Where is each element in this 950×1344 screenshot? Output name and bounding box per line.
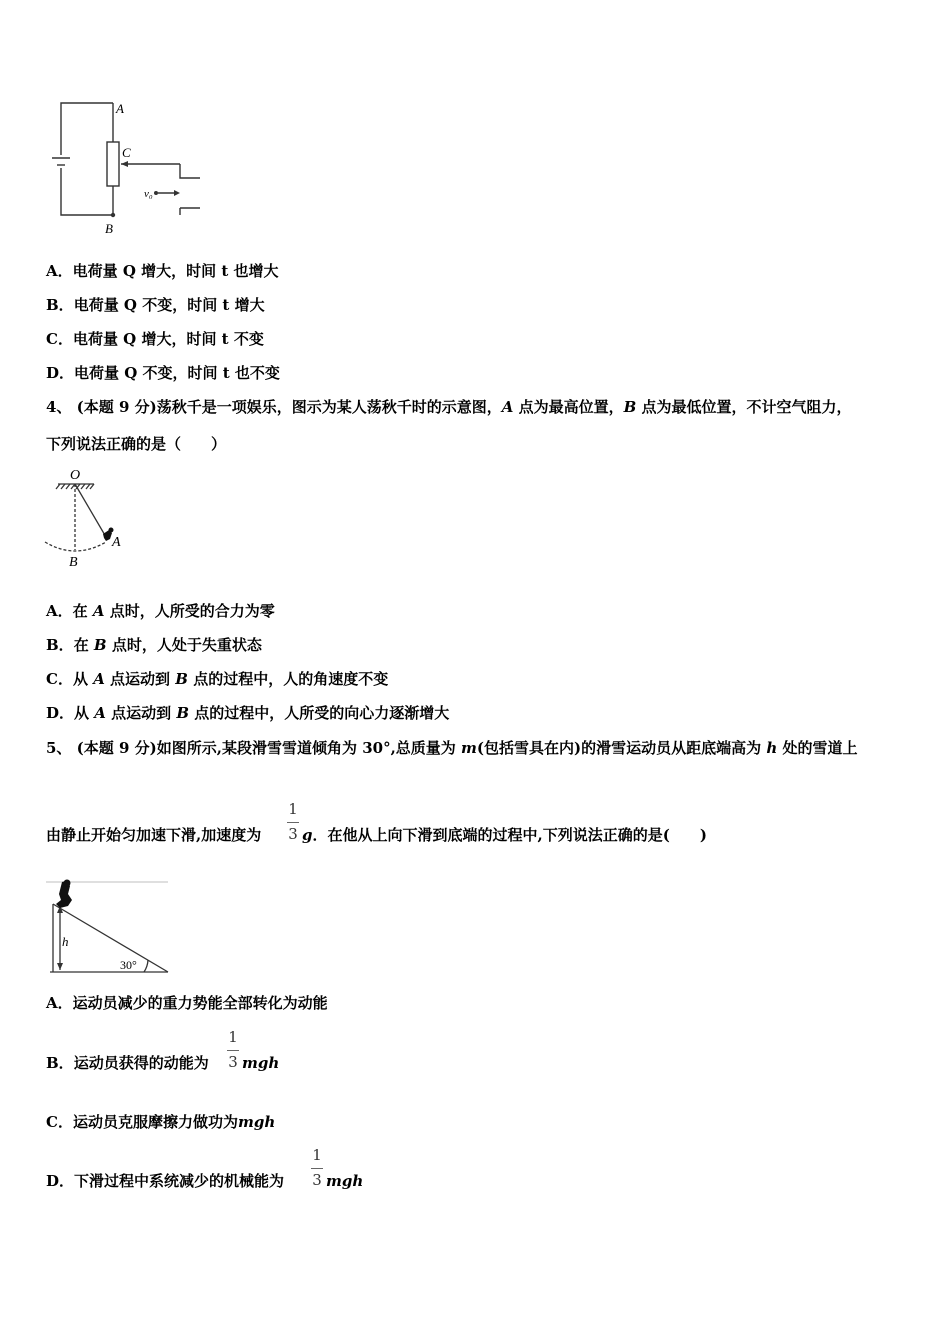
q4-stem-line2: 下列说法正确的是（ ）: [46, 435, 227, 453]
q4-option-d: D．从 A 点运动到 B 点的过程中，人所受的向心力逐渐增大: [46, 704, 450, 722]
label-o: O: [70, 468, 81, 483]
q5-frac-num: 1: [288, 800, 298, 818]
q5-option-a: A．运动员减少的重力势能全部转化为动能: [46, 994, 328, 1012]
q3-option-d: D．电荷量 Q 不变，时间 t 也不变: [46, 364, 280, 382]
label-c: C: [122, 145, 131, 160]
circuit-figure: [40, 95, 215, 240]
q5-option-b: B．运动员获得的动能为: [46, 1054, 209, 1072]
q5-frac-den: 3: [288, 825, 298, 843]
q3-option-b: B．电荷量 Q 不变，时间 t 增大: [46, 296, 265, 314]
label-v0: v₀: [144, 188, 153, 200]
q4-option-b: B．在 B 点时，人处于失重状态: [46, 636, 262, 654]
q5-option-b-num: 1: [228, 1028, 238, 1046]
q3-option-a: A．电荷量 Q 增大，时间 t 也增大: [46, 262, 279, 280]
q5-stem-line1: 5、 (本题 9 分)如图所示,某段滑雪雪道倾角为 30°,总质量为 m(包括雪具在内)的滑雪运动员从距底端高为 h 处的雪道上: [46, 739, 858, 757]
q5-stem-line2-post: g．在他从上向下滑到底端的过程中,下列说法正确的是( ): [302, 826, 707, 844]
q5-option-d-num: 1: [312, 1146, 322, 1164]
q5-stem-line2-pre: 由静止开始匀加速下滑,加速度为: [46, 826, 262, 844]
q5-option-d-den: 3: [312, 1171, 322, 1189]
q3-option-c: C．电荷量 Q 增大，时间 t 不变: [46, 330, 264, 348]
label-angle: 30°: [120, 958, 137, 972]
q5-option-b-var: mgh: [242, 1054, 280, 1072]
q5-option-d-var: mgh: [326, 1172, 364, 1190]
label-a: A: [112, 535, 121, 550]
q4-option-c: C．从 A 点运动到 B 点的过程中，人的角速度不变: [46, 670, 389, 688]
slope-figure: [40, 876, 175, 976]
label-a: A: [116, 101, 124, 116]
label-b: B: [105, 221, 113, 236]
q5-option-b-den: 3: [228, 1053, 238, 1071]
q4-option-a: A．在 A 点时，人所受的合力为零: [46, 602, 275, 620]
q5-frac-bar: [287, 822, 299, 823]
label-h: h: [62, 934, 69, 949]
q4-stem-line1: 4、 (本题 9 分)荡秋千是一项娱乐，图示为某人荡秋千时的示意图，A 点为最高位置，B 点为最低位置，不计空气阻力，: [46, 398, 852, 416]
label-b: B: [69, 555, 78, 570]
q5-option-d: D．下滑过程中系统减少的机械能为: [46, 1172, 285, 1190]
swing-figure: [40, 464, 140, 574]
q5-option-c: C．运动员克服摩擦力做功为mgh: [46, 1113, 276, 1131]
